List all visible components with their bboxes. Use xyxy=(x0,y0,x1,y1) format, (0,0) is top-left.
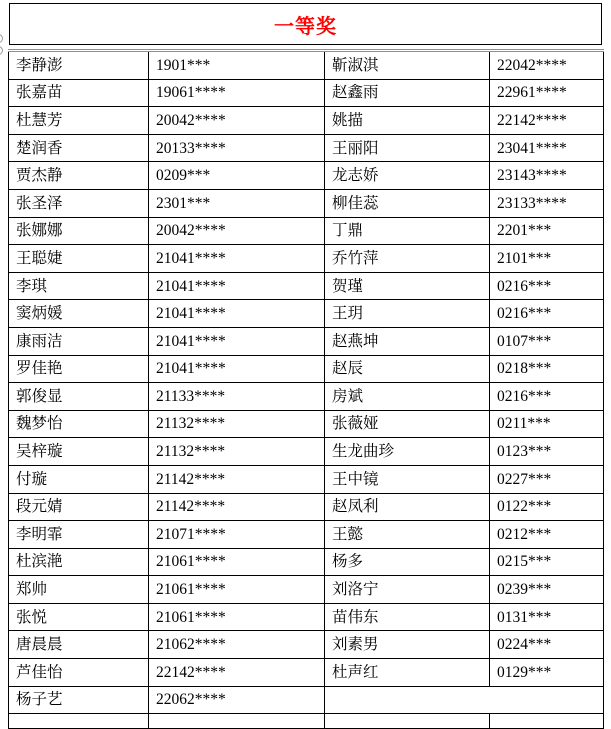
table-row xyxy=(9,217,604,245)
number-cell: 21061**** xyxy=(149,603,325,631)
number-cell: 21142**** xyxy=(149,465,325,493)
name-cell: 张娜娜 xyxy=(9,217,149,245)
number-cell: 22142**** xyxy=(149,659,325,687)
name-cell: 刘素男 xyxy=(325,631,490,659)
table-row xyxy=(9,493,604,521)
table-handle-icon xyxy=(0,46,3,55)
table-row-partial xyxy=(9,714,604,729)
table-row xyxy=(9,686,604,714)
table-row xyxy=(9,107,604,135)
table-handle-icon xyxy=(0,34,3,43)
table-row xyxy=(9,603,604,631)
table-row xyxy=(9,355,604,383)
empty-cell xyxy=(325,686,604,714)
number-cell: 21132**** xyxy=(149,410,325,438)
name-cell: 唐晨晨 xyxy=(9,631,149,659)
name-cell: 张悦 xyxy=(9,603,149,631)
number-cell: 2301*** xyxy=(149,189,325,217)
prize-table-body xyxy=(9,51,604,729)
table-row xyxy=(9,245,604,273)
number-cell: 20042**** xyxy=(149,107,325,135)
name-cell: 贾杰静 xyxy=(9,162,149,190)
table-row xyxy=(9,189,604,217)
name-cell: 生龙曲珍 xyxy=(325,438,490,466)
table-row xyxy=(9,79,604,107)
empty-cell xyxy=(490,714,604,729)
name-cell: 李琪 xyxy=(9,272,149,300)
number-cell: 21041**** xyxy=(149,327,325,355)
prize-table xyxy=(8,49,604,729)
table-row xyxy=(9,410,604,438)
number-cell: 22142**** xyxy=(490,107,604,135)
name-cell: 柳佳蕊 xyxy=(325,189,490,217)
name-cell: 张嘉苗 xyxy=(9,79,149,107)
table-row xyxy=(9,162,604,190)
name-cell: 窦炳媛 xyxy=(9,300,149,328)
name-cell: 赵凤利 xyxy=(325,493,490,521)
table-row xyxy=(9,438,604,466)
number-cell: 21041**** xyxy=(149,300,325,328)
name-cell: 赵燕坤 xyxy=(325,327,490,355)
name-cell: 王聪婕 xyxy=(9,245,149,273)
number-cell: 22961**** xyxy=(490,79,604,107)
number-cell: 21133**** xyxy=(149,383,325,411)
name-cell: 靳淑淇 xyxy=(325,51,490,80)
number-cell: 0123*** xyxy=(490,438,604,466)
number-cell: 21041**** xyxy=(149,245,325,273)
number-cell: 0212*** xyxy=(490,521,604,549)
table-row xyxy=(9,272,604,300)
table-row xyxy=(9,576,604,604)
name-cell: 丁鼎 xyxy=(325,217,490,245)
number-cell: 2101*** xyxy=(490,245,604,273)
name-cell: 张圣泽 xyxy=(9,189,149,217)
name-cell: 王玥 xyxy=(325,300,490,328)
name-cell: 王中镜 xyxy=(325,465,490,493)
number-cell: 22042**** xyxy=(490,51,604,80)
name-cell: 段元婧 xyxy=(9,493,149,521)
name-cell: 杨多 xyxy=(325,548,490,576)
name-cell: 郑帅 xyxy=(9,576,149,604)
number-cell: 0216*** xyxy=(490,272,604,300)
number-cell: 0216*** xyxy=(490,383,604,411)
number-cell: 21071**** xyxy=(149,521,325,549)
empty-cell xyxy=(9,714,149,729)
table-row xyxy=(9,521,604,549)
name-cell: 郭俊显 xyxy=(9,383,149,411)
number-cell: 22062**** xyxy=(149,686,325,714)
number-cell: 0216*** xyxy=(490,300,604,328)
name-cell: 杜滨滟 xyxy=(9,548,149,576)
name-cell: 罗佳艳 xyxy=(9,355,149,383)
number-cell: 0209*** xyxy=(149,162,325,190)
number-cell: 20042**** xyxy=(149,217,325,245)
table-row xyxy=(9,383,604,411)
name-cell: 李静澎 xyxy=(9,51,149,80)
table-row xyxy=(9,327,604,355)
number-cell: 0107*** xyxy=(490,327,604,355)
table-row xyxy=(9,548,604,576)
name-cell: 楚润香 xyxy=(9,134,149,162)
number-cell: 0215*** xyxy=(490,548,604,576)
table-row xyxy=(9,659,604,687)
number-cell: 0227*** xyxy=(490,465,604,493)
number-cell: 0129*** xyxy=(490,659,604,687)
prize-title-box xyxy=(9,3,602,45)
number-cell: 19061**** xyxy=(149,79,325,107)
name-cell: 刘洛宁 xyxy=(325,576,490,604)
table-row xyxy=(9,631,604,659)
name-cell: 杜慧芳 xyxy=(9,107,149,135)
name-cell: 李明霏 xyxy=(9,521,149,549)
empty-cell xyxy=(149,714,325,729)
number-cell: 23041**** xyxy=(490,134,604,162)
number-cell: 23143**** xyxy=(490,162,604,190)
prize-title: 一等奖 xyxy=(274,15,337,38)
name-cell: 魏梦怡 xyxy=(9,410,149,438)
number-cell: 21041**** xyxy=(149,355,325,383)
table-row xyxy=(9,134,604,162)
name-cell: 乔竹萍 xyxy=(325,245,490,273)
name-cell: 杜声红 xyxy=(325,659,490,687)
name-cell: 王丽阳 xyxy=(325,134,490,162)
name-cell: 付璇 xyxy=(9,465,149,493)
name-cell: 赵辰 xyxy=(325,355,490,383)
number-cell: 0131*** xyxy=(490,603,604,631)
name-cell: 房斌 xyxy=(325,383,490,411)
number-cell: 2201*** xyxy=(490,217,604,245)
empty-cell xyxy=(325,714,490,729)
name-cell: 芦佳怡 xyxy=(9,659,149,687)
table-row xyxy=(9,465,604,493)
number-cell: 21061**** xyxy=(149,576,325,604)
name-cell: 吴梓璇 xyxy=(9,438,149,466)
number-cell: 21142**** xyxy=(149,493,325,521)
name-cell: 王懿 xyxy=(325,521,490,549)
name-cell: 杨子艺 xyxy=(9,686,149,714)
name-cell: 贺瑾 xyxy=(325,272,490,300)
number-cell: 1901*** xyxy=(149,51,325,80)
number-cell: 21132**** xyxy=(149,438,325,466)
table-row xyxy=(9,51,604,80)
name-cell: 赵鑫雨 xyxy=(325,79,490,107)
number-cell: 0218*** xyxy=(490,355,604,383)
number-cell: 21041**** xyxy=(149,272,325,300)
name-cell: 姚描 xyxy=(325,107,490,135)
number-cell: 21061**** xyxy=(149,548,325,576)
number-cell: 21062**** xyxy=(149,631,325,659)
name-cell: 苗伟东 xyxy=(325,603,490,631)
name-cell: 张薇娅 xyxy=(325,410,490,438)
number-cell: 0224*** xyxy=(490,631,604,659)
name-cell: 龙志娇 xyxy=(325,162,490,190)
number-cell: 20133**** xyxy=(149,134,325,162)
number-cell: 23133**** xyxy=(490,189,604,217)
name-cell: 康雨洁 xyxy=(9,327,149,355)
table-row xyxy=(9,300,604,328)
number-cell: 0239*** xyxy=(490,576,604,604)
number-cell: 0122*** xyxy=(490,493,604,521)
number-cell: 0211*** xyxy=(490,410,604,438)
